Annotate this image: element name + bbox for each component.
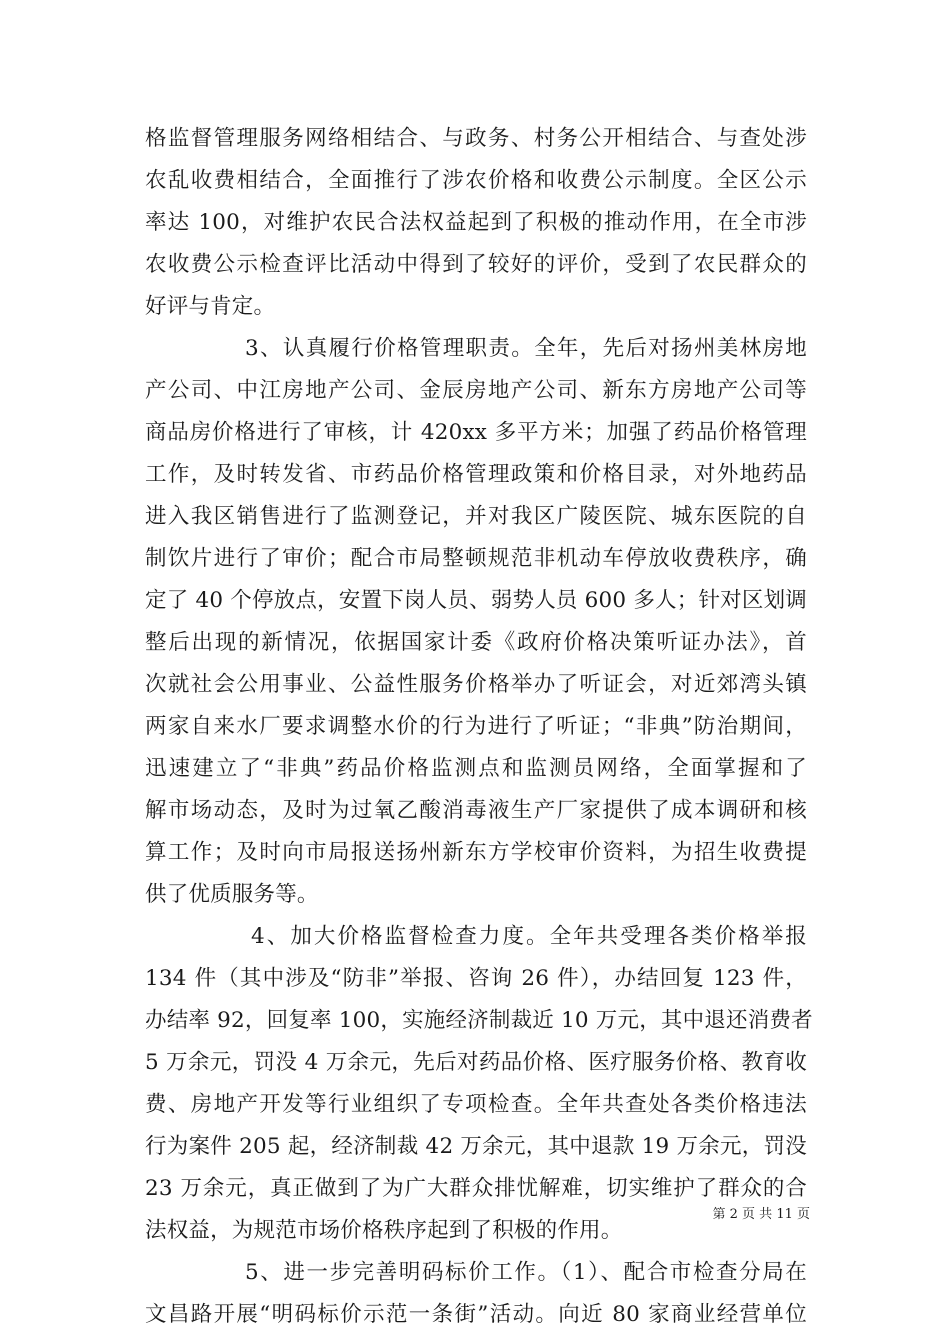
- text-line: 解市场动态，及时为过氧乙酸消毒液生产厂家提供了成本调研和核: [145, 798, 807, 823]
- text-line: 两家自来水厂要求调整水价的行为进行了听证；“非典”防治期间，: [145, 714, 807, 739]
- text-line: 定了 40 个停放点，安置下岗人员、弱势人员 600 多人；针对区划调: [145, 588, 807, 613]
- text-line: 农乱收费相结合，全面推行了涉农价格和收费公示制度。全区公示: [145, 168, 807, 193]
- text-line: 23 万余元，真正做到了为广大群众排忧解难，切实维护了群众的合: [145, 1176, 807, 1201]
- text-line: 134 件（其中涉及“防非”举报、咨询 26 件），办结回复 123 件，: [145, 966, 807, 991]
- text-line: 文昌路开展“明码标价示范一条街”活动。向近 80 家商业经营单位: [145, 1302, 807, 1327]
- text-line: 工作，及时转发省、市药品价格管理政策和价格目录，对外地药品: [145, 462, 807, 487]
- text-line: 行为案件 205 起，经济制裁 42 万余元，其中退款 19 万余元，罚没: [145, 1134, 807, 1159]
- text-line: 好评与肯定。: [145, 294, 276, 319]
- text-line: 费、房地产开发等行业组织了专项检查。全年共查处各类价格违法: [145, 1092, 807, 1117]
- text-line: 商品房价格进行了审核，计 420xx 多平方米；加强了药品价格管理: [145, 420, 807, 445]
- text-line: 次就社会公用事业、公益性服务价格举办了听证会，对近郊湾头镇: [145, 672, 807, 697]
- text-line: 供了优质服务等。: [145, 882, 319, 907]
- paragraph-5-start: 5、进一步完善明码标价工作。（1）、配合市检查分局在: [245, 1260, 807, 1285]
- paragraph-4-start: 4、加大价格监督检查力度。全年共受理各类价格举报: [251, 924, 807, 949]
- text-line: 制饮片进行了审价；配合市局整顿规范非机动车停放收费秩序，确: [145, 546, 807, 571]
- page-number-footer: 第 2 页 共 11 页: [712, 1207, 810, 1222]
- text-line: 率达 100，对维护农民合法权益起到了积极的推动作用，在全市涉: [145, 210, 807, 235]
- text-line: 农收费公示检查评比活动中得到了较好的评价，受到了农民群众的: [145, 252, 807, 277]
- text-line: 法权益，为规范市场价格秩序起到了积极的作用。: [145, 1218, 623, 1243]
- paragraph-3-start: 3、认真履行价格管理职责。全年，先后对扬州美林房地: [245, 336, 807, 361]
- text-line: 5 万余元，罚没 4 万余元，先后对药品价格、医疗服务价格、教育收: [145, 1050, 807, 1075]
- text-line: 产公司、中江房地产公司、金辰房地产公司、新东方房地产公司等: [145, 378, 807, 403]
- text-line: 进入我区销售进行了监测登记，并对我区广陵医院、城东医院的自: [145, 504, 807, 529]
- text-line: 办结率 92，回复率 100，实施经济制裁近 10 万元，其中退还消费者: [145, 1008, 813, 1033]
- text-line: 整后出现的新情况，依据国家计委《政府价格决策听证办法》，首: [145, 630, 807, 655]
- text-line: 迅速建立了“非典”药品价格监测点和监测员网络，全面掌握和了: [145, 756, 807, 781]
- document-body: [145, 118, 813, 1336]
- text-line: 算工作；及时向市局报送扬州新东方学校审价资料，为招生收费提: [145, 840, 807, 865]
- text-line: 格监督管理服务网络相结合、与政务、村务公开相结合、与查处涉: [145, 126, 807, 151]
